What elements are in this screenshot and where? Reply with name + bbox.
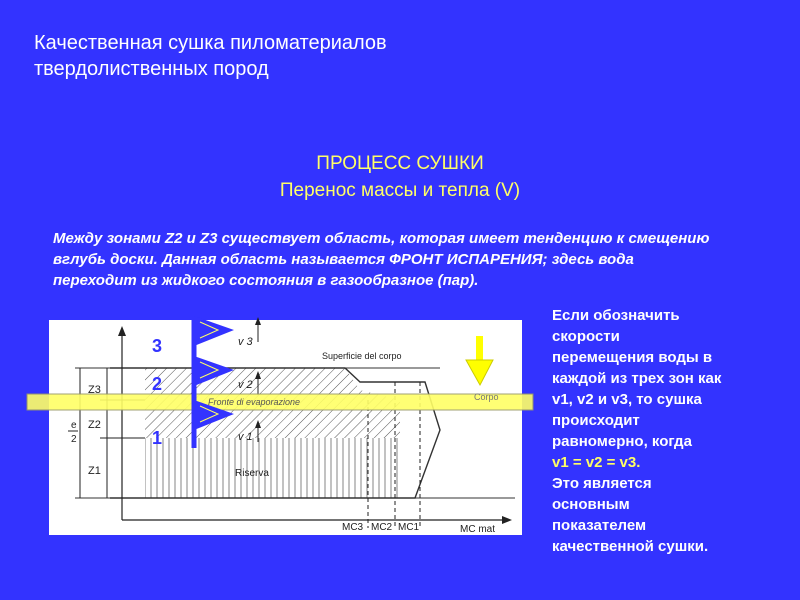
section-heading: ПРОЦЕСС СУШКИ [316, 153, 484, 174]
half-thickness-2: 2 [71, 434, 77, 445]
zone-1-region [145, 438, 400, 498]
side-line-1: Если обозначить [552, 307, 680, 324]
side-line-8: Это является [552, 475, 652, 492]
half-thickness-e: e [71, 420, 77, 431]
zone-label-z2: Z2 [88, 419, 101, 431]
mc1-label: MC1 [398, 522, 420, 533]
zone-number-2: 2 [152, 374, 163, 394]
zone-number-3: 3 [152, 336, 163, 356]
side-line-11: качественной сушки. [552, 538, 709, 555]
mc-axis-label: MC mat [460, 524, 495, 535]
zone-label-z1: Z1 [88, 465, 101, 477]
corpo-label: Corpo [474, 392, 499, 402]
velocity-v3: v 3 [238, 336, 253, 348]
paragraph-line-3: переходит из жидкого состояния в газообразное (пар). [53, 272, 479, 289]
reserve-label: Riserva [235, 468, 269, 479]
front-label: Fronte di evaporazione [208, 397, 301, 407]
surface-label: Superficie del corpo [322, 351, 402, 361]
side-line-10: показателем [552, 517, 647, 534]
section-subheading: Перенос массы и тепла (V) [279, 180, 521, 201]
down-arrow-head [466, 360, 493, 385]
side-line-4: каждой из трех зон как [552, 370, 722, 387]
flag-3 [194, 316, 234, 346]
title-line-1: Качественная сушка пиломатериалов [34, 32, 387, 54]
zone-label-z3: Z3 [88, 384, 101, 396]
side-line-2: скорости [552, 328, 620, 345]
zone-number-1: 1 [152, 428, 163, 448]
equation: v1 = v2 = v3. [552, 454, 641, 471]
side-line-7: равномерно, когда [552, 433, 692, 450]
horizontal-axis-arrow [502, 516, 512, 524]
side-line-5: v1, v2 и v3, то сушка [552, 391, 702, 408]
side-line-9: основным [552, 496, 630, 513]
velocity-v2: v 2 [238, 379, 253, 391]
title-line-2: твердолиственных пород [34, 58, 269, 80]
mc3-label: MC3 [342, 522, 364, 533]
paragraph-line-2: вглубь доски. Данная область называется ФРОНТ ИСПАРЕНИЯ; здесь вода [53, 251, 634, 268]
side-line-6: происходит [552, 412, 640, 429]
side-line-3: перемещения воды в [552, 349, 713, 366]
velocity-v1: v 1 [238, 431, 253, 443]
paragraph-line-1: Между зонами Z2 и Z3 существует область, которая имеет тенденцию к смещению [53, 230, 710, 247]
mc2-label: MC2 [371, 522, 393, 533]
v3-arrowhead [255, 317, 261, 325]
vertical-axis-arrow [118, 326, 126, 336]
